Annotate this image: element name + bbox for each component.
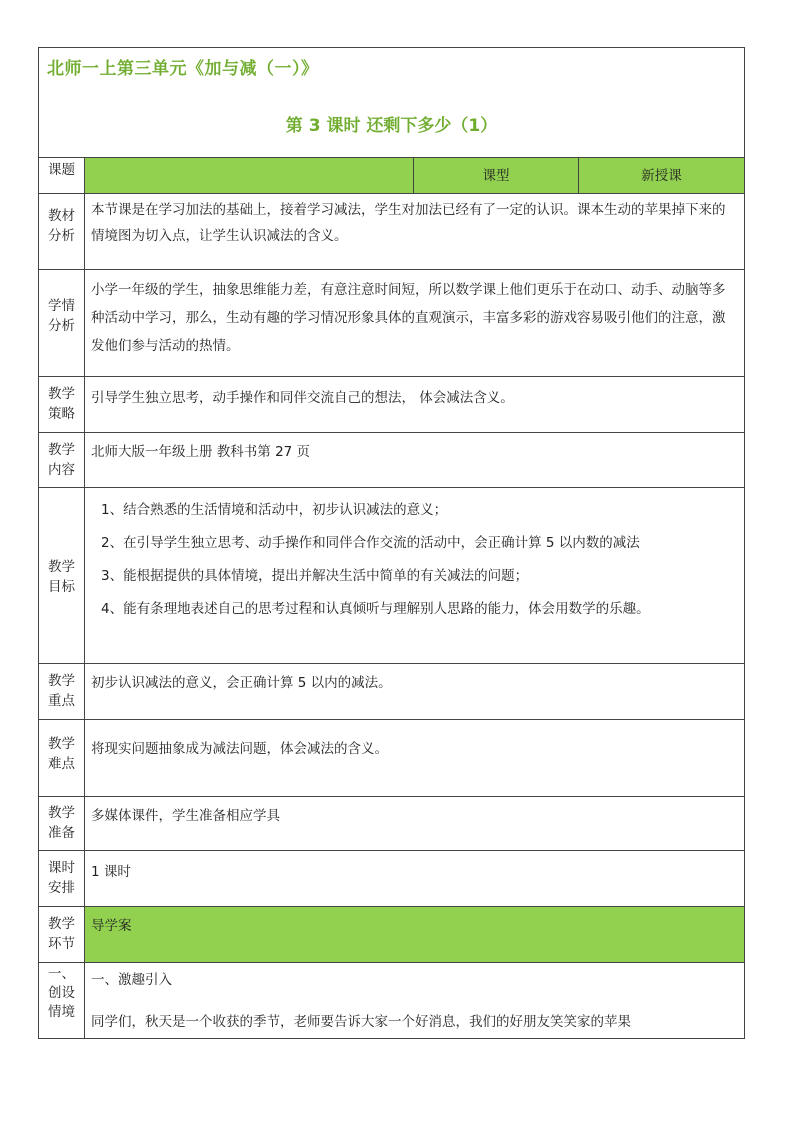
objective-item: 2、在引导学生独立思考、动手操作和同伴合作交流的活动中，会正确计算 5 以内数的减法	[101, 535, 640, 551]
strategy-label: 教学 策略	[39, 377, 85, 433]
section1-row	[39, 963, 745, 1039]
content-label: 教学 内容	[39, 433, 85, 488]
objective-item: 1、结合熟悉的生活情境和活动中，初步认识减法的意义；	[101, 502, 448, 518]
material-row	[39, 194, 745, 270]
content-row	[39, 433, 745, 488]
time-row	[39, 851, 745, 907]
prep-row	[39, 797, 745, 851]
type-value: 新授课	[579, 158, 745, 194]
time-text: 1 课时	[85, 851, 745, 907]
strategy-row	[39, 377, 745, 433]
prep-text: 多媒体课件，学生准备相应学具	[85, 797, 745, 851]
lesson-plan-table	[38, 47, 745, 1039]
stage-label: 教学 环节	[39, 907, 85, 963]
topic-row	[39, 158, 745, 194]
objective-item: 4、能有条理地表述自己的思考过程和认真倾听与理解别人思路的能力，体会用数学的乐趣。	[101, 601, 650, 617]
material-text: 本节课是在学习加法的基础上，接着学习减法，学生对加法已经有了一定的认识。课本生动的苹果掉下来的情境图为切入点，让学生认识减法的含义。	[85, 194, 745, 270]
header-cell	[39, 48, 745, 158]
difficulty-label: 教学 难点	[39, 720, 85, 797]
lesson-plan-sheet	[38, 47, 744, 1039]
objectives-list	[85, 488, 745, 664]
section1-heading: 一、激趣引入	[91, 972, 172, 988]
objectives-row	[39, 488, 745, 664]
stage-text: 导学案	[85, 907, 745, 963]
objectives-label: 教学 目标	[39, 488, 85, 664]
section1-text	[85, 963, 745, 1039]
objective-item: 3、能根据提供的具体情境，提出并解决生活中简单的有关减法的问题；	[101, 568, 529, 584]
key-row	[39, 664, 745, 720]
lesson-title: 第 3 课时 还剩下多少（1）	[285, 116, 498, 136]
header-row	[39, 48, 745, 158]
topic-value	[85, 158, 414, 194]
student-label: 学情 分析	[39, 270, 85, 377]
student-row	[39, 270, 745, 377]
strategy-text: 引导学生独立思考，动手操作和同伴交流自己的想法， 体会减法含义。	[85, 377, 745, 433]
key-label: 教学 重点	[39, 664, 85, 720]
difficulty-row	[39, 720, 745, 797]
key-text: 初步认识减法的意义，会正确计算 5 以内的减法。	[85, 664, 745, 720]
type-label: 课型	[414, 158, 579, 194]
student-text: 小学一年级的学生，抽象思维能力差，有意注意时间短，所以数学课上他们更乐于在动口、动手、动脑等多种活动中学习，那么，生动有趣的学习情况形象具体的直观演示，丰富多彩的游戏容易吸引他们的注意，激发他们参与活动的热情。	[85, 270, 745, 377]
difficulty-text: 将现实问题抽象成为减法问题，体会减法的含义。	[85, 720, 745, 797]
topic-label: 课题	[39, 158, 85, 194]
section1-label: 一、 创设 情境	[39, 963, 85, 1039]
section1-body: 同学们，秋天是一个收获的季节，老师要告诉大家一个好消息，我们的好朋友笑笑家的苹果	[91, 1014, 631, 1030]
unit-title: 北师一上第三单元《加与减（一）》	[47, 59, 319, 79]
stage-row	[39, 907, 745, 963]
material-label: 教材 分析	[39, 194, 85, 270]
content-text: 北师大版一年级上册 教科书第 27 页	[85, 433, 745, 488]
time-label: 课时 安排	[39, 851, 85, 907]
prep-label: 教学 准备	[39, 797, 85, 851]
